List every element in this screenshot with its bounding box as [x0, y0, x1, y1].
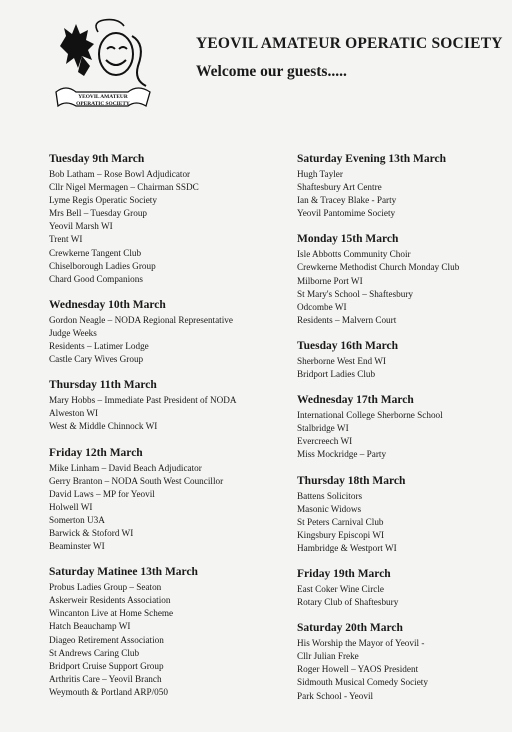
guest-item: Mary Hobbs – Immediate Past President of NODA	[49, 395, 237, 406]
guest-item: Residents – Malvern Court	[297, 314, 397, 325]
logo-text-line1: YEOVIL AMATEUR	[78, 94, 128, 100]
day-section	[49, 565, 274, 699]
day-heading: Wednesday 17th March	[297, 394, 414, 407]
guest-item: Beaminster WI	[49, 541, 105, 552]
left-guest-column	[49, 152, 274, 711]
organisation-title: YEOVIL AMATEUR OPERATIC SOCIETY	[196, 35, 503, 52]
guest-item: St Mary's School – Shaftesbury	[297, 288, 413, 299]
guest-item: Residents – Latimer Lodge	[49, 341, 149, 352]
guest-item: Diageo Retirement Association	[49, 634, 164, 645]
guest-item: Roger Howell – YAOS President	[297, 664, 419, 675]
guest-item: Castle Cary Wives Group	[49, 354, 144, 365]
guest-item: Milborne Port WI	[297, 275, 363, 286]
guest-item: Park School - Yeovil	[297, 690, 374, 701]
guest-item: Sidmouth Musical Comedy Society	[297, 677, 428, 688]
guest-item: Cllr Nigel Mermagen – Chairman SSDC	[49, 182, 199, 193]
guest-item: West & Middle Chinnock WI	[49, 421, 158, 432]
guest-item: East Coker Wine Circle	[297, 583, 384, 594]
guest-item: Hambridge & Westport WI	[297, 542, 397, 553]
guest-item: Ian & Tracey Blake - Party	[297, 195, 397, 206]
guest-item: Miss Mockridge – Party	[297, 449, 387, 460]
guest-list	[49, 314, 274, 366]
guest-item: Mrs Bell – Tuesday Group	[49, 208, 148, 219]
guest-item: Isle Abbotts Community Choir	[297, 249, 411, 260]
day-heading: Thursday 11th March	[49, 379, 157, 392]
guest-item: Holwell WI	[49, 501, 93, 512]
guest-list	[49, 462, 274, 554]
day-heading: Saturday 20th March	[297, 622, 403, 635]
guest-item: Alweston WI	[49, 408, 99, 419]
guest-item: Crewkerne Methodist Church Monday Club	[297, 262, 460, 273]
society-logo	[52, 16, 154, 116]
guest-item: Evercreech WI	[297, 436, 353, 447]
guest-item: Arthritis Care – Yeovil Branch	[49, 673, 162, 684]
guest-item: Gordon Neagle – NODA Regional Representative	[49, 314, 233, 325]
guest-item: Askerweir Residents Association	[49, 595, 171, 606]
guest-item: St Andrews Caring Club	[49, 647, 140, 658]
day-section	[297, 474, 512, 555]
guest-list	[297, 637, 512, 702]
guest-item: Yeovil Marsh WI	[49, 221, 113, 232]
guest-item: Hatch Beauchamp WI	[49, 621, 131, 632]
logo-text-line2: OPERATIC SOCIETY	[76, 101, 130, 107]
guest-item: Wincanton Live at Home Scheme	[49, 608, 174, 619]
page-subtitle: Welcome our guests.....	[196, 63, 347, 80]
guest-item: Odcombe WI	[297, 301, 347, 312]
guest-item: Trent WI	[49, 234, 83, 245]
day-heading: Tuesday 9th March	[49, 153, 145, 165]
guest-list	[297, 355, 512, 381]
guest-item: Weymouth & Portland ARP/050	[49, 686, 168, 697]
guest-item: Crewkerne Tangent Club	[49, 247, 142, 258]
day-section	[49, 378, 274, 433]
society-crest-icon	[52, 16, 154, 116]
day-heading: Friday 12th March	[49, 446, 143, 459]
guest-list	[49, 168, 274, 286]
day-section	[297, 567, 512, 609]
guest-item: Masonic Widows	[297, 503, 362, 514]
guest-list	[297, 583, 512, 609]
guest-item: International College Sherborne School	[297, 410, 443, 421]
day-heading: Tuesday 16th March	[297, 339, 398, 352]
day-heading: Wednesday 10th March	[49, 298, 166, 311]
right-guest-column	[297, 152, 512, 715]
guest-list	[49, 581, 274, 699]
day-section	[297, 232, 512, 327]
day-heading: Saturday Evening 13th March	[297, 153, 446, 165]
day-section	[297, 339, 512, 381]
day-heading: Monday 15th March	[297, 233, 399, 246]
guest-item: Stalbridge WI	[297, 423, 349, 434]
guest-item: Yeovil Pantomime Society	[297, 208, 396, 219]
guest-item: Cllr Julian Freke	[297, 651, 359, 662]
guest-list	[297, 409, 512, 461]
day-section	[49, 298, 274, 366]
guest-item: Rotary Club of Shaftesbury	[297, 597, 399, 608]
guest-list	[297, 490, 512, 555]
day-section	[297, 393, 512, 461]
guest-item: Lyme Regis Operatic Society	[49, 195, 157, 206]
guest-item: Bob Latham – Rose Bowl Adjudicator	[49, 169, 191, 179]
day-section	[49, 152, 274, 286]
guest-item: His Worship the Mayor of Yeovil -	[297, 638, 425, 649]
guest-item: Chard Good Companions	[49, 273, 143, 284]
guest-list	[297, 168, 512, 220]
guest-item: Barwick & Stoford WI	[49, 527, 134, 538]
guest-item: Mike Linham – David Beach Adjudicator	[49, 462, 202, 473]
guest-item: Bridport Ladies Club	[297, 369, 376, 380]
guest-item: Kingsbury Episcopi WI	[297, 529, 385, 540]
guest-item: Somerton U3A	[49, 514, 105, 525]
day-section	[297, 152, 512, 220]
guest-list	[297, 248, 512, 327]
guest-item: Probus Ladies Group – Seaton	[49, 582, 162, 593]
day-section	[49, 446, 274, 554]
guest-item: Hugh Tayler	[297, 169, 343, 179]
guest-item: Chiselborough Ladies Group	[49, 260, 156, 271]
guest-item: Judge Weeks	[49, 327, 97, 338]
day-section	[297, 621, 512, 702]
guest-item: St Peters Carnival Club	[297, 516, 384, 527]
guest-item: Sherborne West End WI	[297, 355, 386, 366]
day-heading: Friday 19th March	[297, 567, 391, 580]
guest-item: Bridport Cruise Support Group	[49, 660, 164, 671]
guest-item: Battens Solicitors	[297, 490, 363, 501]
day-heading: Thursday 18th March	[297, 474, 406, 487]
guest-item: Shaftesbury Art Centre	[297, 182, 382, 193]
guest-item: Gerry Branton – NODA South West Councillor	[49, 475, 224, 486]
day-heading: Saturday Matinee 13th March	[49, 566, 198, 579]
guest-list	[49, 394, 274, 433]
guest-item: David Laws – MP for Yeovil	[49, 488, 155, 499]
